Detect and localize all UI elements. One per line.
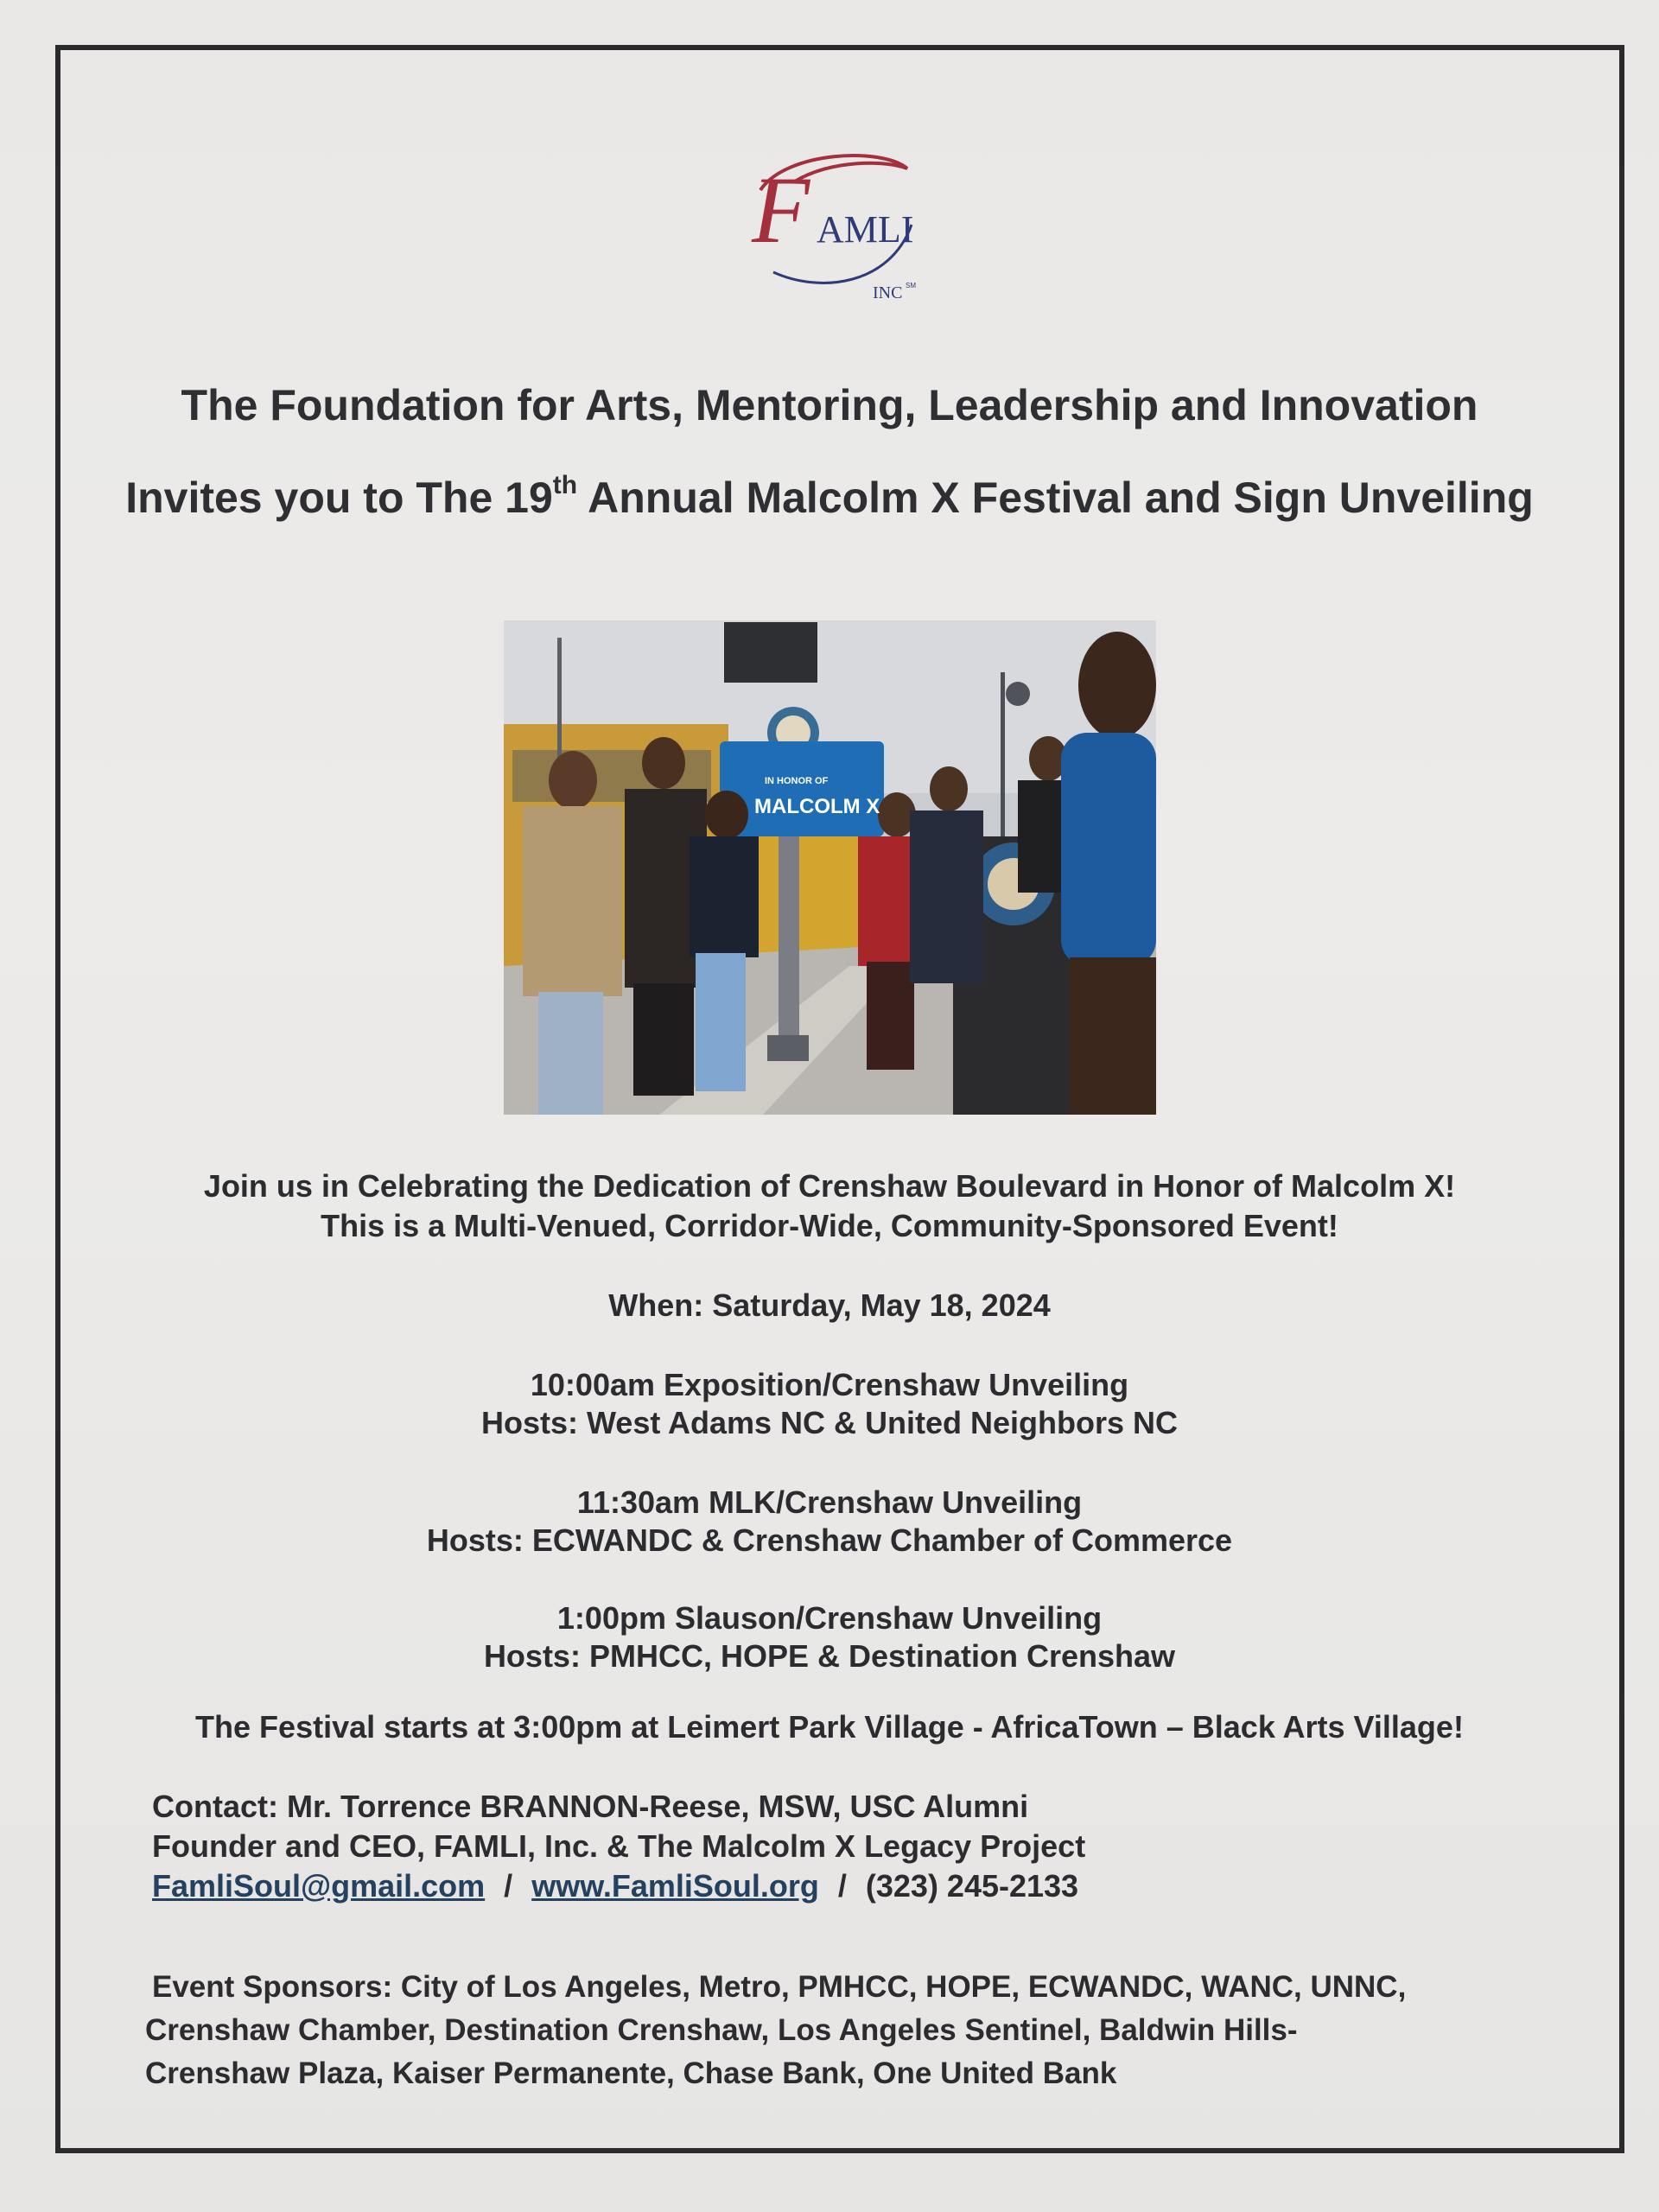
event-date: When: Saturday, May 18, 2024 [608,1287,1051,1323]
headline-line-2-start: Invites you to The 19 [125,474,553,522]
event-photo [504,620,1156,1115]
email-link[interactable]: FamliSoul@gmail.com [152,1868,486,1904]
separator: / [504,1868,513,1904]
phone-number: (323) 245-2133 [865,1868,1079,1904]
logo-inc: INC [873,283,903,302]
sign-large-text: MALCOLM X [754,795,880,818]
ordinal-suffix: th [552,471,578,499]
schedule-hosts-1: Hosts: West Adams NC & United Neighbors NC [480,1405,1179,1440]
contact-line-1: Contact: Mr. Torrence BRANNON-Reese, MSW, USC Alumni [152,1789,1029,1824]
schedule-hosts-3: Hosts: PMHCC, HOPE & Destination Crenshaw [483,1638,1176,1674]
logo-text: AMLI [817,208,914,251]
headline-line-2-end: Annual Malcolm X Festival and Sign Unveiling [577,474,1534,522]
headline-line-2 [86,471,1573,523]
famli-logo [734,143,942,307]
sponsors-line-1: Event Sponsors: City of Los Angeles, Metro, PMHCC, HOPE, ECWANDC, WANC, UNNC, [152,1970,1407,2004]
logo-tm: SM [906,282,916,289]
logo-letter: F [752,157,810,263]
contact-line-2: Founder and CEO, FAMLI, Inc. & The Malcolm X Legacy Project [152,1828,1086,1864]
sponsors-line-2: Crenshaw Chamber, Destination Crenshaw, Los Angeles Sentinel, Baldwin Hills- [145,2013,1298,2047]
headline-line-1: The Foundation for Arts, Mentoring, Leadership and Innovation [181,381,1478,429]
contact-line-3 [152,1868,1078,1904]
sign-small-text: IN HONOR OF [765,776,829,786]
intro-line-1: Join us in Celebrating the Dedication of Crenshaw Boulevard in Honor of Malcolm X! [203,1168,1456,1204]
sponsors-line-3: Crenshaw Plaza, Kaiser Permanente, Chase Bank, One United Bank [145,2056,1117,2090]
schedule-time-2: 11:30am MLK/Crenshaw Unveiling [576,1484,1083,1520]
festival-info: The Festival starts at 3:00pm at Leimert Park Village - AfricaTown – Black Arts Village! [195,1709,1464,1745]
website-link[interactable]: www.FamliSoul.org [531,1868,819,1904]
intro-line-2: This is a Multi-Venued, Corridor-Wide, Community-Sponsored Event! [321,1208,1338,1243]
schedule-time-3: 1:00pm Slauson/Crenshaw Unveiling [556,1600,1103,1636]
schedule-time-1: 10:00am Exposition/Crenshaw Unveiling [530,1367,1129,1402]
schedule-hosts-2: Hosts: ECWANDC & Crenshaw Chamber of Commerce [426,1522,1233,1558]
separator: / [837,1868,847,1904]
